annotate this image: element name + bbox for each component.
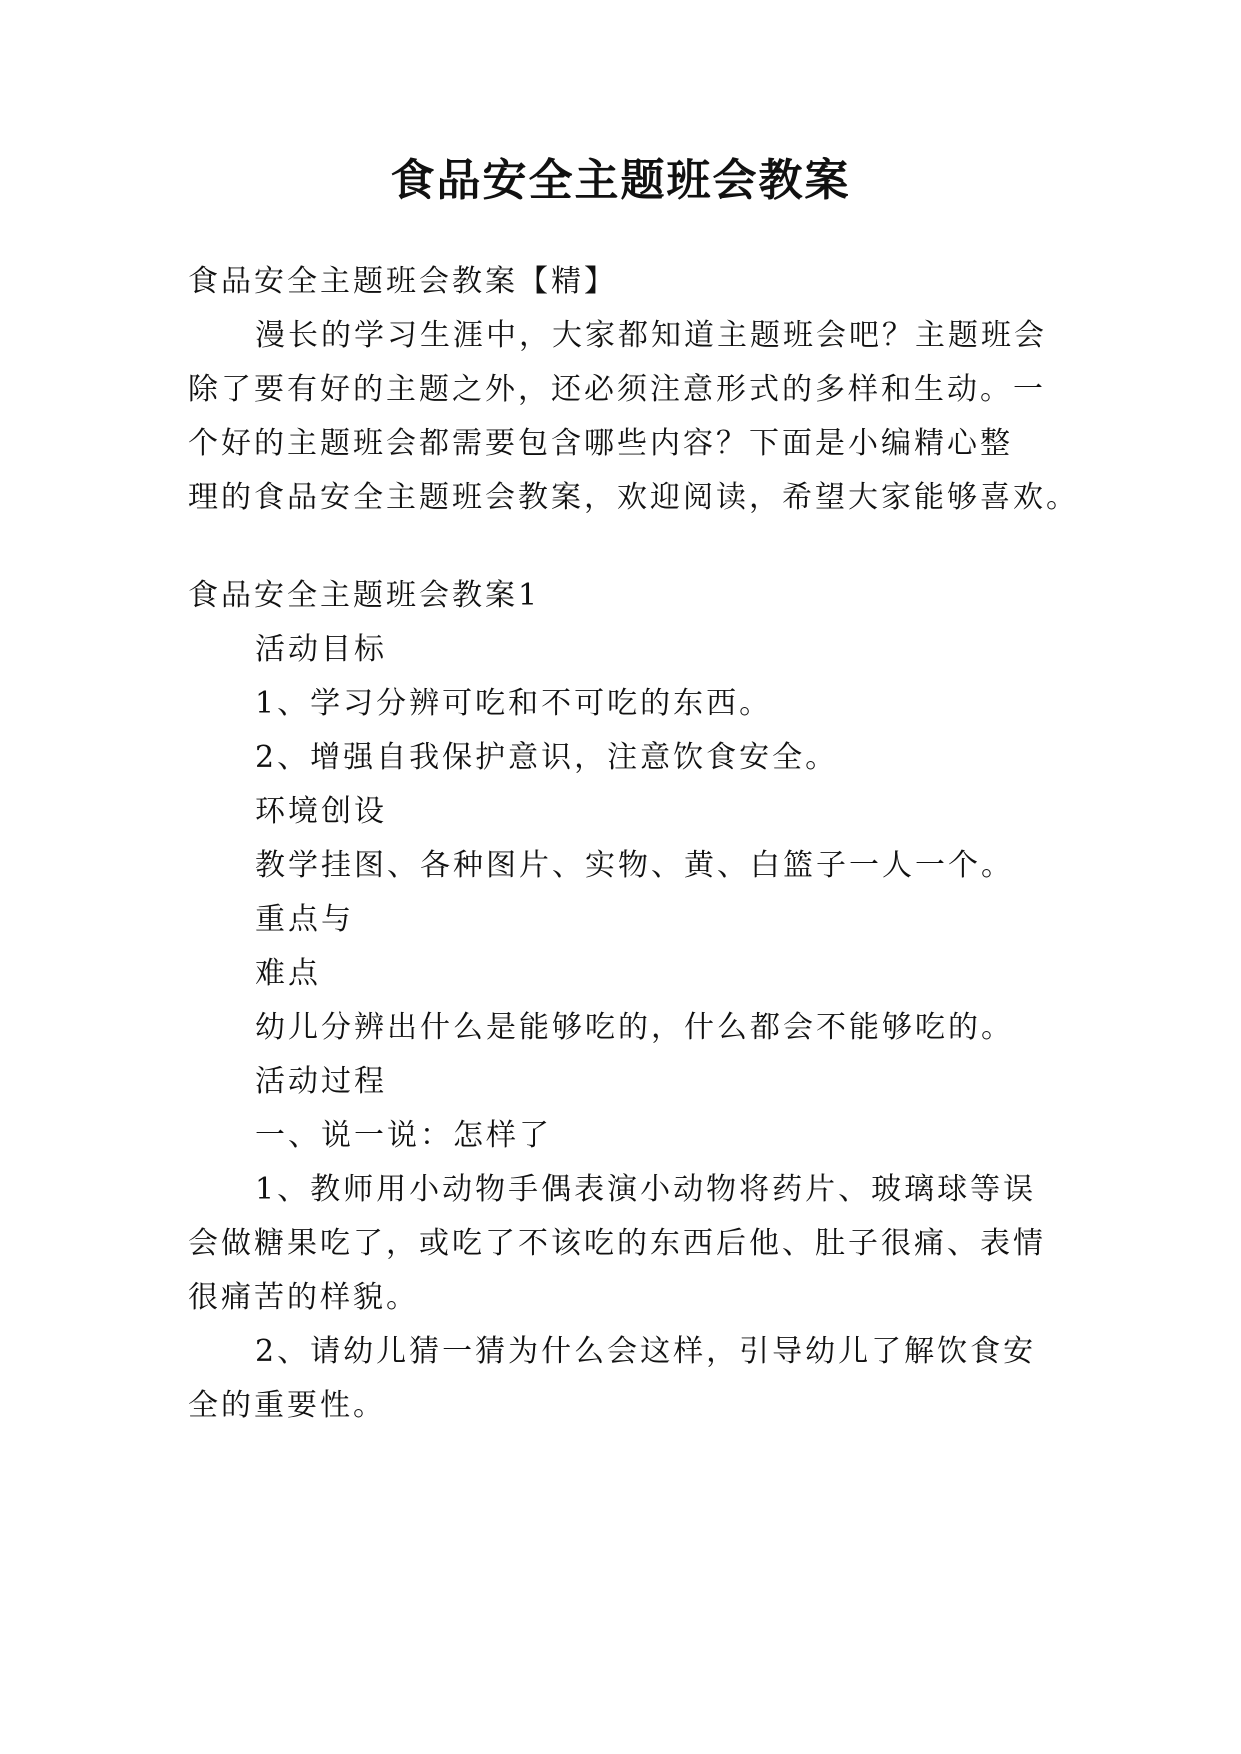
body-line: 难点: [255, 956, 321, 991]
document-subtitle: 食品安全主题班会教案【精】: [188, 264, 617, 299]
body-line: 1、教师用小动物手偶表演小动物将药片、玻璃球等误: [255, 1172, 1037, 1207]
intro-line: 理的食品安全主题班会教案，欢迎阅读，希望大家能够喜欢。: [188, 480, 1079, 515]
intro-line: 除了要有好的主题之外，还必须注意形式的多样和生动。一: [188, 372, 1046, 407]
body-line: 幼儿分辨出什么是能够吃的，什么都会不能够吃的。: [255, 1010, 1014, 1045]
body-line: 全的重要性。: [188, 1388, 386, 1423]
body-line: 教学挂图、各种图片、实物、黄、白篮子一人一个。: [255, 848, 1014, 883]
body-line: 2、请幼儿猜一猜为什么会这样，引导幼儿了解饮食安: [255, 1334, 1037, 1369]
body-line: 一、说一说：怎样了: [255, 1118, 552, 1153]
body-line: 1、学习分辨可吃和不可吃的东西。: [255, 686, 773, 721]
document-title: 食品安全主题班会教案: [390, 155, 851, 206]
section-heading: 食品安全主题班会教案1: [188, 578, 541, 613]
intro-line: 漫长的学习生涯中，大家都知道主题班会吧？主题班会: [255, 318, 1047, 353]
body-line: 活动目标: [255, 632, 387, 667]
body-line: 活动过程: [255, 1064, 387, 1099]
body-line: 很痛苦的样貌。: [188, 1280, 419, 1315]
body-line: 会做糖果吃了，或吃了不该吃的东西后他、肚子很痛、表情: [188, 1226, 1046, 1261]
body-line: 2、增强自我保护意识，注意饮食安全。: [255, 740, 839, 775]
body-line: 重点与: [255, 902, 354, 937]
intro-line: 个好的主题班会都需要包含哪些内容？下面是小编精心整: [188, 426, 1013, 461]
body-line: 环境创设: [255, 794, 387, 829]
